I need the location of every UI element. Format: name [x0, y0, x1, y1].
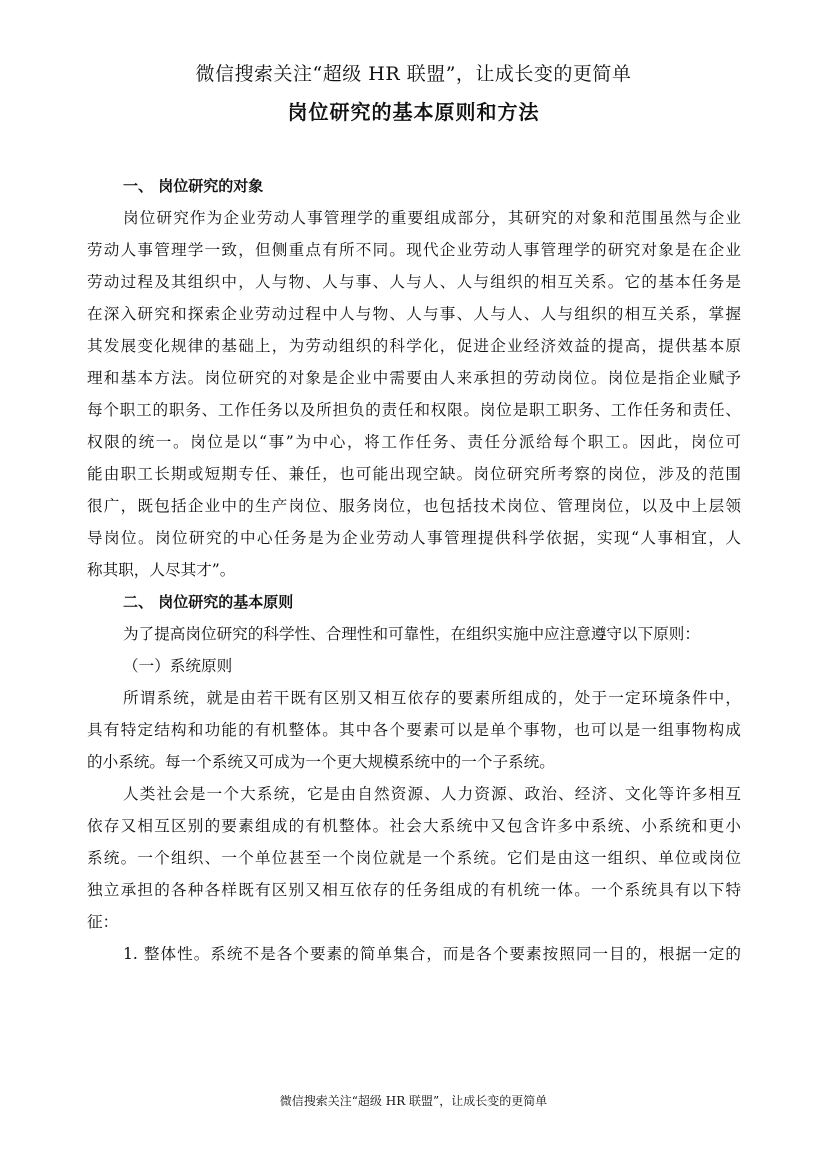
paragraph-line: 岗位研究作为企业劳动人事管理学的重要组成部分，其研究的对象和范围虽然与企业 — [123, 209, 741, 227]
paragraph-line: 劳动过程及其组织中，人与物、人与事、人与人、人与组织的相互关系。它的基本任务是 — [87, 273, 741, 291]
section-heading-object: 一、 岗位研究的对象 — [123, 177, 264, 195]
document-body — [87, 170, 741, 970]
header-promo: 微信搜索关注“超级 HR 联盟”，让成长变的更简单 — [195, 63, 632, 85]
paragraph-line: 很广，既包括企业中的生产岗位、服务岗位，也包括技术岗位、管理岗位，以及中上层领 — [87, 497, 741, 515]
paragraph-line: 能由职工长期或短期专任、兼任，也可能出现空缺。岗位研究所考察的岗位，涉及的范围 — [87, 465, 741, 483]
paragraph-line: 劳动人事管理学一致，但侧重点有所不同。现代企业劳动人事管理学的研究对象是在企业 — [87, 241, 741, 259]
paragraph-line: 权限的统一。岗位是以“事”为中心，将工作任务、责任分派给每个职工。因此，岗位可 — [87, 433, 741, 451]
paragraph-line: 为了提高岗位研究的科学性、合理性和可靠性，在组织实施中应注意遵守以下原则： — [123, 625, 700, 643]
paragraph-line: 理和基本方法。岗位研究的对象是企业中需要由人来承担的劳动岗位。岗位是指企业赋予 — [87, 369, 741, 387]
paragraph-line: 的小系统。每一个系统又可成为一个更大规模系统中的一个子系统。 — [87, 753, 555, 771]
paragraph-line: 征： — [87, 913, 119, 931]
paragraph-line: 具有特定结构和功能的有机整体。其中各个要素可以是单个事物，也可以是一组事物构成 — [87, 721, 741, 739]
list-item: 1. 整体性。系统不是各个要素的简单集合，而是各个要素按照同一目的，根据一定的 — [123, 945, 741, 963]
paragraph-line: 独立承担的各种各样既有区别又相互依存的任务组成的有机统一体。一个系统具有以下特 — [87, 881, 741, 899]
page-title: 岗位研究的基本原则和方法 — [287, 100, 540, 124]
paragraph-line: 称其职，人尽其才”。 — [87, 561, 236, 579]
paragraph-line: 其发展变化规律的基础上，为劳动组织的科学化，促进企业经济效益的提高，提供基本原 — [87, 337, 741, 355]
paragraph-line: 导岗位。岗位研究的中心任务是为企业劳动人事管理提供科学依据，实现“人事相宜，人 — [87, 529, 741, 547]
paragraph-line: 人类社会是一个大系统，它是由自然资源、人力资源、政治、经济、文化等许多相互 — [123, 785, 741, 803]
paragraph-line: 系统。一个组织、一个单位甚至一个岗位就是一个系统。它们是由这一组织、单位或岗位 — [87, 849, 741, 867]
section-heading-principles: 二、 岗位研究的基本原则 — [123, 593, 294, 611]
paragraph-line: 每个职工的职务、工作任务以及所担负的责任和权限。岗位是职工职务、工作任务和责任、 — [87, 401, 741, 419]
footer-promo: 微信搜索关注“超级 HR 联盟”，让成长变的更简单 — [279, 1094, 548, 1108]
subsection-heading: （一）系统原则 — [123, 657, 233, 675]
paragraph-line: 所谓系统，就是由若干既有区别又相互依存的要素所组成的，处于一定环境条件中， — [123, 689, 741, 707]
paragraph-line: 在深入研究和探索企业劳动过程中人与物、人与事、人与人、人与组织的相互关系，掌握 — [87, 305, 741, 323]
paragraph-line: 依存又相互区别的要素组成的有机整体。社会大系统中又包含许多中系统、小系统和更小 — [87, 817, 741, 835]
